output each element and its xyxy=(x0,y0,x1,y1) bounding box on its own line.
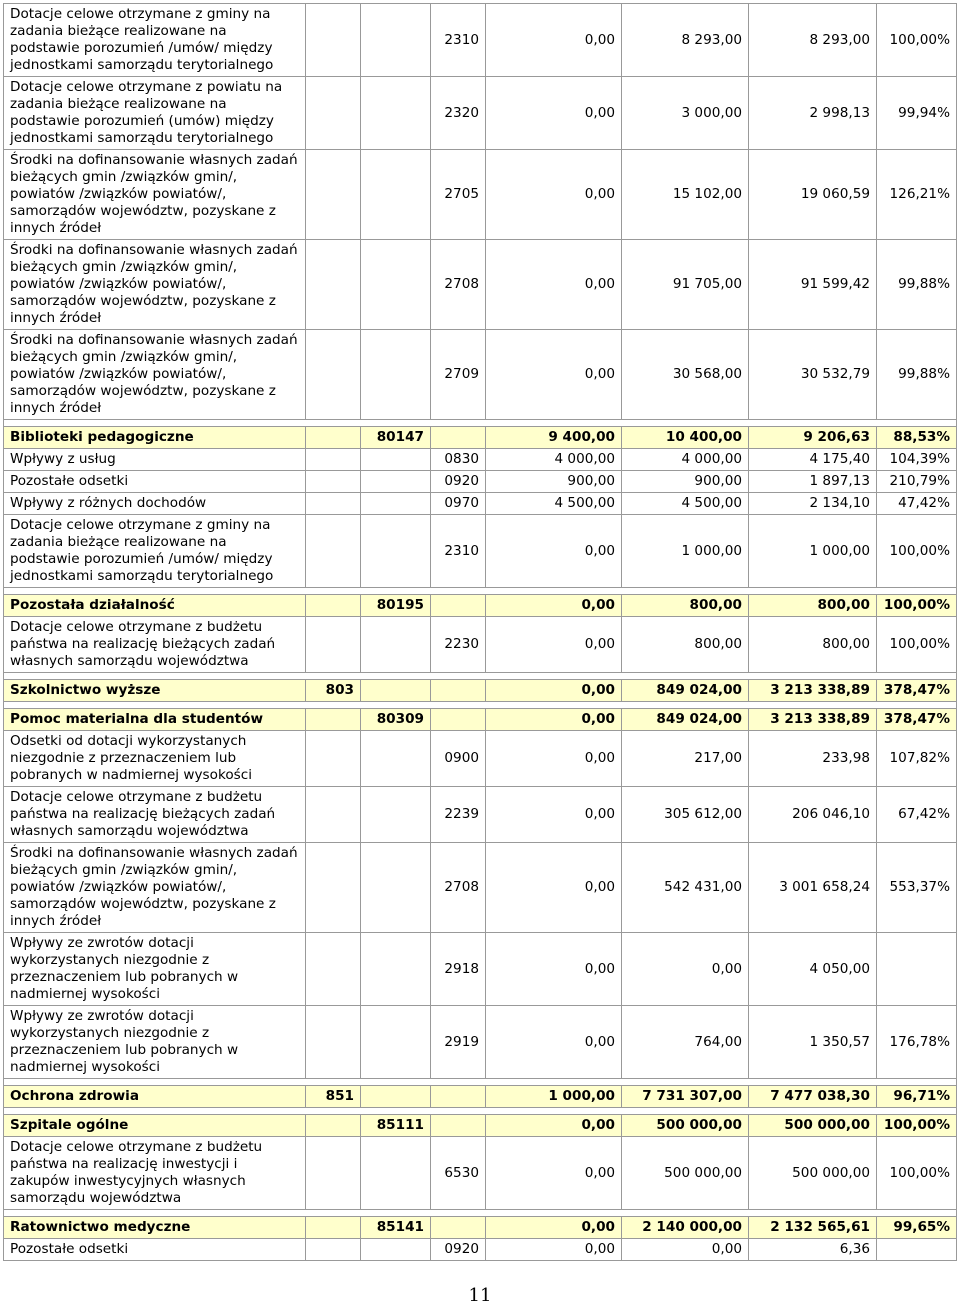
chapter-code: 80195 xyxy=(361,595,431,617)
execution-value: 500 000,00 xyxy=(749,1115,877,1137)
plan-after-changes: 15 102,00 xyxy=(622,150,749,240)
chapter-code xyxy=(361,617,431,673)
division-code xyxy=(306,471,361,493)
spacer-cell xyxy=(4,1210,957,1217)
division-code xyxy=(306,449,361,471)
execution-percent: 88,53% xyxy=(877,427,957,449)
execution-value: 4 050,00 xyxy=(749,933,877,1006)
table-row xyxy=(4,1137,957,1210)
paragraph-code xyxy=(431,595,486,617)
chapter-code xyxy=(361,1137,431,1210)
chapter-row xyxy=(4,1217,957,1239)
table-row xyxy=(4,515,957,588)
row-description: Biblioteki pedagogiczne xyxy=(4,427,306,449)
plan-after-changes: 900,00 xyxy=(622,471,749,493)
plan-after-changes: 3 000,00 xyxy=(622,77,749,150)
row-spacer xyxy=(4,1079,957,1086)
row-description: Środki na dofinansowanie własnych zadań bieżących gmin /związków gmin/, powiatów /związków powiatów/, samorządów województw, pozyskane z innych źródeł xyxy=(4,150,306,240)
row-description: Dotacje celowe otrzymane z gminy na zadania bieżące realizowane na podstawie porozumień /umów/ między jednostkami samorządu terytorialnego xyxy=(4,4,306,77)
plan-after-changes: 10 400,00 xyxy=(622,427,749,449)
execution-value: 1 350,57 xyxy=(749,1006,877,1079)
plan-value: 0,00 xyxy=(486,77,622,150)
spacer-cell xyxy=(4,420,957,427)
plan-after-changes: 849 024,00 xyxy=(622,680,749,702)
plan-after-changes: 800,00 xyxy=(622,595,749,617)
paragraph-code: 0920 xyxy=(431,1239,486,1261)
plan-after-changes: 2 140 000,00 xyxy=(622,1217,749,1239)
plan-value: 0,00 xyxy=(486,1137,622,1210)
plan-value: 0,00 xyxy=(486,680,622,702)
execution-value: 7 477 038,30 xyxy=(749,1086,877,1108)
row-description: Dotacje celowe otrzymane z budżetu państwa na realizację bieżących zadań własnych samorządu województwa xyxy=(4,617,306,673)
execution-value: 3 213 338,89 xyxy=(749,680,877,702)
plan-value: 0,00 xyxy=(486,787,622,843)
chapter-code: 80309 xyxy=(361,709,431,731)
execution-percent: 47,42% xyxy=(877,493,957,515)
plan-after-changes: 4 500,00 xyxy=(622,493,749,515)
chapter-code xyxy=(361,493,431,515)
plan-value: 9 400,00 xyxy=(486,427,622,449)
division-code xyxy=(306,1115,361,1137)
plan-value: 0,00 xyxy=(486,617,622,673)
row-description: Wpływy z różnych dochodów xyxy=(4,493,306,515)
execution-value: 8 293,00 xyxy=(749,4,877,77)
row-spacer xyxy=(4,1210,957,1217)
division-code xyxy=(306,150,361,240)
paragraph-code: 2918 xyxy=(431,933,486,1006)
plan-after-changes: 217,00 xyxy=(622,731,749,787)
paragraph-code xyxy=(431,427,486,449)
plan-value: 1 000,00 xyxy=(486,1086,622,1108)
execution-value: 800,00 xyxy=(749,595,877,617)
plan-value: 0,00 xyxy=(486,240,622,330)
table-row xyxy=(4,731,957,787)
spacer-cell xyxy=(4,1079,957,1086)
plan-value: 0,00 xyxy=(486,843,622,933)
division-code xyxy=(306,1137,361,1210)
execution-percent: 99,94% xyxy=(877,77,957,150)
row-spacer xyxy=(4,702,957,709)
division-code xyxy=(306,427,361,449)
chapter-code xyxy=(361,680,431,702)
plan-value: 0,00 xyxy=(486,1115,622,1137)
plan-value: 0,00 xyxy=(486,709,622,731)
paragraph-code xyxy=(431,680,486,702)
paragraph-code: 2320 xyxy=(431,77,486,150)
row-description: Środki na dofinansowanie własnych zadań bieżących gmin /związków gmin/, powiatów /związków powiatów/, samorządów województw, pozyskane z innych źródeł xyxy=(4,240,306,330)
chapter-code xyxy=(361,1006,431,1079)
division-code xyxy=(306,933,361,1006)
division-code: 803 xyxy=(306,680,361,702)
plan-value: 4 000,00 xyxy=(486,449,622,471)
division-code xyxy=(306,77,361,150)
plan-value: 0,00 xyxy=(486,515,622,588)
execution-value: 1 897,13 xyxy=(749,471,877,493)
execution-value: 3 213 338,89 xyxy=(749,709,877,731)
plan-after-changes: 7 731 307,00 xyxy=(622,1086,749,1108)
page-number: 11 xyxy=(468,1285,492,1306)
paragraph-code: 2310 xyxy=(431,4,486,77)
execution-value: 2 998,13 xyxy=(749,77,877,150)
chapter-code xyxy=(361,515,431,588)
division-code xyxy=(306,1217,361,1239)
plan-value: 0,00 xyxy=(486,330,622,420)
paragraph-code xyxy=(431,709,486,731)
plan-after-changes: 500 000,00 xyxy=(622,1137,749,1210)
division-code xyxy=(306,1006,361,1079)
execution-value: 800,00 xyxy=(749,617,877,673)
division-code xyxy=(306,493,361,515)
table-row xyxy=(4,493,957,515)
execution-percent: 107,82% xyxy=(877,731,957,787)
chapter-row xyxy=(4,709,957,731)
division-code xyxy=(306,1239,361,1261)
execution-percent: 99,88% xyxy=(877,330,957,420)
execution-percent: 100,00% xyxy=(877,1137,957,1210)
row-description: Ochrona zdrowia xyxy=(4,1086,306,1108)
revenue-table xyxy=(3,3,957,1261)
chapter-row xyxy=(4,595,957,617)
chapter-code: 85141 xyxy=(361,1217,431,1239)
execution-value: 1 000,00 xyxy=(749,515,877,588)
chapter-row xyxy=(4,427,957,449)
execution-value: 2 134,10 xyxy=(749,493,877,515)
execution-percent: 553,37% xyxy=(877,843,957,933)
execution-percent: 210,79% xyxy=(877,471,957,493)
chapter-code: 85111 xyxy=(361,1115,431,1137)
table-row xyxy=(4,77,957,150)
row-description: Odsetki od dotacji wykorzystanych niezgodnie z przeznaczeniem lub pobranych w nadmiernej wysokości xyxy=(4,731,306,787)
paragraph-code: 0830 xyxy=(431,449,486,471)
paragraph-code: 2919 xyxy=(431,1006,486,1079)
chapter-code xyxy=(361,933,431,1006)
table-row xyxy=(4,933,957,1006)
execution-percent: 104,39% xyxy=(877,449,957,471)
division-code xyxy=(306,240,361,330)
paragraph-code xyxy=(431,1115,486,1137)
paragraph-code: 0900 xyxy=(431,731,486,787)
execution-value: 91 599,42 xyxy=(749,240,877,330)
table-row xyxy=(4,330,957,420)
chapter-code xyxy=(361,240,431,330)
table-row xyxy=(4,4,957,77)
row-description: Szkolnictwo wyższe xyxy=(4,680,306,702)
execution-value: 3 001 658,24 xyxy=(749,843,877,933)
execution-value: 4 175,40 xyxy=(749,449,877,471)
row-description: Pozostała działalność xyxy=(4,595,306,617)
plan-value: 0,00 xyxy=(486,150,622,240)
spacer-cell xyxy=(4,588,957,595)
row-spacer xyxy=(4,588,957,595)
paragraph-code: 2230 xyxy=(431,617,486,673)
plan-after-changes: 8 293,00 xyxy=(622,4,749,77)
execution-percent: 100,00% xyxy=(877,595,957,617)
plan-value: 0,00 xyxy=(486,1239,622,1261)
execution-percent xyxy=(877,933,957,1006)
execution-percent: 176,78% xyxy=(877,1006,957,1079)
chapter-code xyxy=(361,77,431,150)
division-code xyxy=(306,617,361,673)
row-description: Wpływy ze zwrotów dotacji wykorzystanych niezgodnie z przeznaczeniem lub pobranych w nadmiernej wysokości xyxy=(4,1006,306,1079)
spacer-cell xyxy=(4,1108,957,1115)
paragraph-code xyxy=(431,1086,486,1108)
execution-percent: 100,00% xyxy=(877,1115,957,1137)
row-description: Dotacje celowe otrzymane z powiatu na zadania bieżące realizowane na podstawie porozumień (umów) między jednostkami samorządu terytorialnego xyxy=(4,77,306,150)
chapter-row xyxy=(4,1115,957,1137)
row-description: Dotacje celowe otrzymane z budżetu państwa na realizację inwestycji i zakupów inwestycyjnych własnych samorządu województwa xyxy=(4,1137,306,1210)
plan-value: 4 500,00 xyxy=(486,493,622,515)
chapter-code xyxy=(361,1086,431,1108)
chapter-code xyxy=(361,330,431,420)
row-description: Szpitale ogólne xyxy=(4,1115,306,1137)
table-row xyxy=(4,1006,957,1079)
chapter-code xyxy=(361,4,431,77)
division-code xyxy=(306,843,361,933)
table-row xyxy=(4,617,957,673)
plan-after-changes: 849 024,00 xyxy=(622,709,749,731)
division-code xyxy=(306,731,361,787)
plan-after-changes: 1 000,00 xyxy=(622,515,749,588)
paragraph-code: 6530 xyxy=(431,1137,486,1210)
row-description: Pomoc materialna dla studentów xyxy=(4,709,306,731)
execution-value: 19 060,59 xyxy=(749,150,877,240)
plan-after-changes: 542 431,00 xyxy=(622,843,749,933)
plan-after-changes: 500 000,00 xyxy=(622,1115,749,1137)
chapter-code xyxy=(361,787,431,843)
paragraph-code: 2708 xyxy=(431,240,486,330)
paragraph-code: 0920 xyxy=(431,471,486,493)
table-row xyxy=(4,843,957,933)
row-description: Pozostałe odsetki xyxy=(4,1239,306,1261)
execution-value: 206 046,10 xyxy=(749,787,877,843)
row-description: Wpływy ze zwrotów dotacji wykorzystanych niezgodnie z przeznaczeniem lub pobranych w nadmiernej wysokości xyxy=(4,933,306,1006)
execution-percent: 99,65% xyxy=(877,1217,957,1239)
division-row xyxy=(4,680,957,702)
execution-percent xyxy=(877,1239,957,1261)
chapter-code xyxy=(361,1239,431,1261)
spacer-cell xyxy=(4,673,957,680)
execution-percent: 96,71% xyxy=(877,1086,957,1108)
plan-after-changes: 0,00 xyxy=(622,933,749,1006)
plan-value: 0,00 xyxy=(486,1217,622,1239)
plan-value: 900,00 xyxy=(486,471,622,493)
execution-value: 233,98 xyxy=(749,731,877,787)
row-spacer xyxy=(4,1108,957,1115)
chapter-code xyxy=(361,449,431,471)
division-code xyxy=(306,4,361,77)
table-row xyxy=(4,1239,957,1261)
plan-value: 0,00 xyxy=(486,4,622,77)
row-description: Środki na dofinansowanie własnych zadań bieżących gmin /związków gmin/, powiatów /związków powiatów/, samorządów województw, pozyskane z innych źródeł xyxy=(4,330,306,420)
paragraph-code: 0970 xyxy=(431,493,486,515)
division-code xyxy=(306,330,361,420)
execution-percent: 378,47% xyxy=(877,680,957,702)
chapter-code xyxy=(361,731,431,787)
division-code xyxy=(306,515,361,588)
plan-value: 0,00 xyxy=(486,731,622,787)
paragraph-code: 2239 xyxy=(431,787,486,843)
plan-value: 0,00 xyxy=(486,1006,622,1079)
plan-after-changes: 4 000,00 xyxy=(622,449,749,471)
execution-percent: 100,00% xyxy=(877,617,957,673)
table-row xyxy=(4,471,957,493)
division-row xyxy=(4,1086,957,1108)
plan-after-changes: 30 568,00 xyxy=(622,330,749,420)
table-row xyxy=(4,150,957,240)
division-code xyxy=(306,787,361,843)
row-description: Wpływy z usług xyxy=(4,449,306,471)
row-description: Dotacje celowe otrzymane z budżetu państwa na realizację bieżących zadań własnych samorządu województwa xyxy=(4,787,306,843)
paragraph-code: 2310 xyxy=(431,515,486,588)
chapter-code xyxy=(361,150,431,240)
chapter-code xyxy=(361,471,431,493)
division-code: 851 xyxy=(306,1086,361,1108)
table-row xyxy=(4,449,957,471)
execution-percent: 99,88% xyxy=(877,240,957,330)
execution-percent: 100,00% xyxy=(877,515,957,588)
row-spacer xyxy=(4,420,957,427)
plan-after-changes: 0,00 xyxy=(622,1239,749,1261)
chapter-code xyxy=(361,843,431,933)
plan-after-changes: 800,00 xyxy=(622,617,749,673)
execution-value: 500 000,00 xyxy=(749,1137,877,1210)
row-description: Środki na dofinansowanie własnych zadań bieżących gmin /związków gmin/, powiatów /związków powiatów/, samorządów województw, pozyskane z innych źródeł xyxy=(4,843,306,933)
spacer-cell xyxy=(4,702,957,709)
chapter-code: 80147 xyxy=(361,427,431,449)
division-code xyxy=(306,709,361,731)
execution-value: 6,36 xyxy=(749,1239,877,1261)
row-description: Dotacje celowe otrzymane z gminy na zadania bieżące realizowane na podstawie porozumień /umów/ między jednostkami samorządu terytorialnego xyxy=(4,515,306,588)
table-row xyxy=(4,787,957,843)
execution-percent: 126,21% xyxy=(877,150,957,240)
plan-after-changes: 305 612,00 xyxy=(622,787,749,843)
plan-value: 0,00 xyxy=(486,933,622,1006)
paragraph-code: 2705 xyxy=(431,150,486,240)
paragraph-code xyxy=(431,1217,486,1239)
plan-after-changes: 91 705,00 xyxy=(622,240,749,330)
execution-percent: 67,42% xyxy=(877,787,957,843)
paragraph-code: 2708 xyxy=(431,843,486,933)
division-code xyxy=(306,595,361,617)
execution-value: 9 206,63 xyxy=(749,427,877,449)
row-description: Ratownictwo medyczne xyxy=(4,1217,306,1239)
row-description: Pozostałe odsetki xyxy=(4,471,306,493)
plan-after-changes: 764,00 xyxy=(622,1006,749,1079)
row-spacer xyxy=(4,673,957,680)
paragraph-code: 2709 xyxy=(431,330,486,420)
execution-value: 30 532,79 xyxy=(749,330,877,420)
execution-percent: 100,00% xyxy=(877,4,957,77)
table-row xyxy=(4,240,957,330)
execution-percent: 378,47% xyxy=(877,709,957,731)
plan-value: 0,00 xyxy=(486,595,622,617)
execution-value: 2 132 565,61 xyxy=(749,1217,877,1239)
